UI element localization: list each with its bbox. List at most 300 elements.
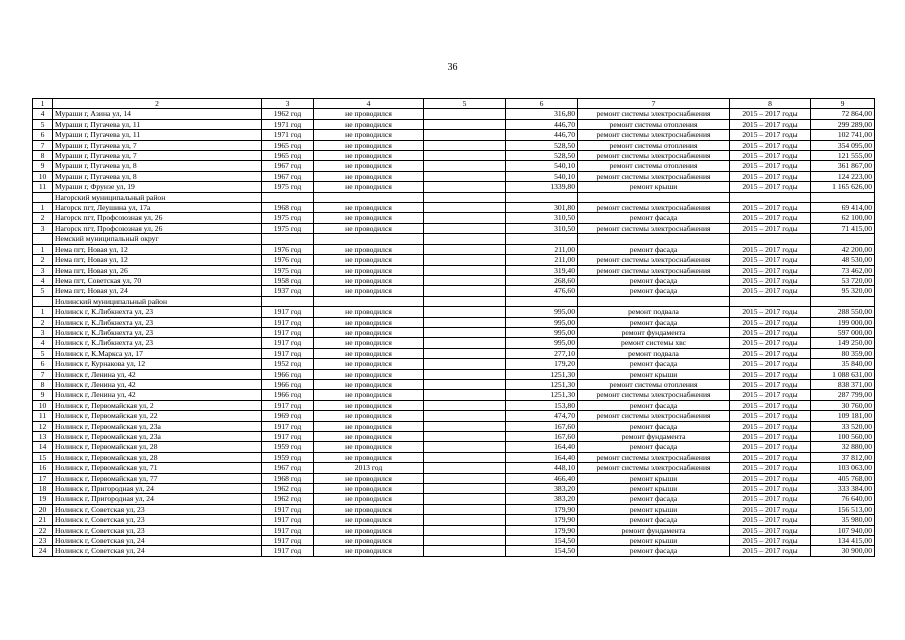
row-number-cell: 2 bbox=[33, 213, 53, 223]
empty-cell bbox=[424, 432, 506, 442]
work-type-cell: ремонт системы электроснабжения bbox=[578, 223, 730, 233]
cost-cell: 32 880,00 bbox=[811, 442, 875, 452]
row-number-cell: 9 bbox=[33, 161, 53, 171]
cost-cell: 72 864,00 bbox=[811, 109, 875, 119]
address-cell: Нолинск г, Первомайская ул, 2 bbox=[53, 400, 262, 410]
area-cell: 154,50 bbox=[506, 536, 578, 546]
address-cell: Нагорск пгт, Профсоюзная ул, 26 bbox=[53, 213, 262, 223]
table-row bbox=[33, 504, 875, 514]
cost-cell: 1 088 631,00 bbox=[811, 369, 875, 379]
row-number-cell: 11 bbox=[33, 411, 53, 421]
cost-cell: 76 640,00 bbox=[811, 494, 875, 504]
address-cell: Мураши г, Азина ул, 14 bbox=[53, 109, 262, 119]
table-row bbox=[33, 463, 875, 473]
last-repair-cell: не проводился bbox=[314, 411, 424, 421]
empty-cell bbox=[424, 119, 506, 129]
work-type-cell: ремонт крыши bbox=[578, 182, 730, 192]
address-cell: Нолинск г, К.Либкнехта ул, 23 bbox=[53, 327, 262, 337]
period-cell: 2015 – 2017 годы bbox=[730, 171, 811, 181]
area-cell: 528,50 bbox=[506, 151, 578, 161]
area-cell: 310,50 bbox=[506, 223, 578, 233]
period-cell: 2015 – 2017 годы bbox=[730, 379, 811, 389]
section-empty-cell bbox=[811, 234, 875, 244]
build-year-cell: 1937 год bbox=[262, 286, 314, 296]
table-row bbox=[33, 411, 875, 421]
empty-cell bbox=[424, 130, 506, 140]
area-cell: 167,60 bbox=[506, 432, 578, 442]
last-repair-cell: не проводился bbox=[314, 369, 424, 379]
cost-cell: 48 530,00 bbox=[811, 255, 875, 265]
last-repair-cell: 2013 год bbox=[314, 463, 424, 473]
table-row bbox=[33, 369, 875, 379]
cost-cell: 80 359,00 bbox=[811, 348, 875, 358]
area-cell: 1339,80 bbox=[506, 182, 578, 192]
build-year-cell: 1959 год bbox=[262, 452, 314, 462]
period-cell: 2015 – 2017 годы bbox=[730, 369, 811, 379]
build-year-cell: 1976 год bbox=[262, 244, 314, 254]
period-cell: 2015 – 2017 годы bbox=[730, 463, 811, 473]
empty-cell bbox=[424, 504, 506, 514]
build-year-cell: 1975 год bbox=[262, 213, 314, 223]
period-cell: 2015 – 2017 годы bbox=[730, 317, 811, 327]
build-year-cell: 1966 год bbox=[262, 369, 314, 379]
empty-cell bbox=[424, 442, 506, 452]
table-row bbox=[33, 255, 875, 265]
build-year-cell: 1965 год bbox=[262, 151, 314, 161]
empty-cell bbox=[424, 338, 506, 348]
work-type-cell: ремонт системы отопления bbox=[578, 140, 730, 150]
last-repair-cell: не проводился bbox=[314, 130, 424, 140]
address-cell: Мураши г, Пугачева ул, 7 bbox=[53, 151, 262, 161]
period-cell: 2015 – 2017 годы bbox=[730, 286, 811, 296]
work-type-cell: ремонт системы хвс bbox=[578, 338, 730, 348]
last-repair-cell: не проводился bbox=[314, 546, 424, 556]
last-repair-cell: не проводился bbox=[314, 255, 424, 265]
work-type-cell: ремонт фасада bbox=[578, 317, 730, 327]
column-number-4: 4 bbox=[314, 99, 424, 109]
empty-cell bbox=[424, 525, 506, 535]
table-row bbox=[33, 161, 875, 171]
work-type-cell: ремонт системы электроснабжения bbox=[578, 463, 730, 473]
build-year-cell: 1969 год bbox=[262, 411, 314, 421]
address-cell: Нолинск г, Советская ул, 24 bbox=[53, 536, 262, 546]
page-number: 36 bbox=[447, 62, 458, 73]
area-cell: 167,60 bbox=[506, 421, 578, 431]
area-cell: 179,20 bbox=[506, 359, 578, 369]
table-row bbox=[33, 494, 875, 504]
period-cell: 2015 – 2017 годы bbox=[730, 151, 811, 161]
last-repair-cell: не проводился bbox=[314, 223, 424, 233]
row-number-cell: 11 bbox=[33, 182, 53, 192]
column-number-9: 9 bbox=[811, 99, 875, 109]
cost-cell: 838 371,00 bbox=[811, 379, 875, 389]
area-cell: 476,60 bbox=[506, 286, 578, 296]
row-number-cell: 7 bbox=[33, 140, 53, 150]
table-row bbox=[33, 265, 875, 275]
address-cell: Нолинск г, К.Либкнехта ул, 23 bbox=[53, 338, 262, 348]
address-cell: Нолинск г, К.Либкнехта ул, 23 bbox=[53, 307, 262, 317]
work-type-cell: ремонт системы электроснабжения bbox=[578, 265, 730, 275]
build-year-cell: 1962 год bbox=[262, 484, 314, 494]
row-number-cell: 21 bbox=[33, 515, 53, 525]
cost-cell: 597 000,00 bbox=[811, 327, 875, 337]
period-cell: 2015 – 2017 годы bbox=[730, 421, 811, 431]
work-type-cell: ремонт системы отопления bbox=[578, 119, 730, 129]
address-cell: Нолинск г, Первомайская ул, 28 bbox=[53, 452, 262, 462]
empty-cell bbox=[424, 244, 506, 254]
build-year-cell: 1917 год bbox=[262, 307, 314, 317]
work-type-cell: ремонт крыши bbox=[578, 536, 730, 546]
row-number-cell: 5 bbox=[33, 119, 53, 129]
table-row bbox=[33, 171, 875, 181]
build-year-cell: 1917 год bbox=[262, 432, 314, 442]
build-year-cell: 1976 год bbox=[262, 255, 314, 265]
section-empty-cell bbox=[424, 192, 506, 202]
empty-cell bbox=[424, 359, 506, 369]
row-number-cell: 4 bbox=[33, 338, 53, 348]
cost-cell: 405 768,00 bbox=[811, 473, 875, 483]
empty-cell bbox=[424, 171, 506, 181]
empty-cell bbox=[424, 255, 506, 265]
build-year-cell: 1962 год bbox=[262, 494, 314, 504]
last-repair-cell: не проводился bbox=[314, 213, 424, 223]
period-cell: 2015 – 2017 годы bbox=[730, 255, 811, 265]
empty-cell bbox=[424, 421, 506, 431]
section-empty-cell bbox=[33, 192, 53, 202]
last-repair-cell: не проводился bbox=[314, 484, 424, 494]
section-empty-cell bbox=[578, 296, 730, 306]
build-year-cell: 1967 год bbox=[262, 161, 314, 171]
address-cell: Нолинск г, Первомайская ул, 22 bbox=[53, 411, 262, 421]
row-number-cell: 3 bbox=[33, 223, 53, 233]
row-number-cell: 4 bbox=[33, 109, 53, 119]
table-row bbox=[33, 525, 875, 535]
empty-cell bbox=[424, 161, 506, 171]
area-cell: 466,40 bbox=[506, 473, 578, 483]
table-row bbox=[33, 140, 875, 150]
address-cell: Нагорск пгт, Профсоюзная ул, 26 bbox=[53, 223, 262, 233]
area-cell: 1251,30 bbox=[506, 369, 578, 379]
area-cell: 540,10 bbox=[506, 171, 578, 181]
address-cell: Нолинск г, Пригородная ул, 24 bbox=[53, 484, 262, 494]
table-row bbox=[33, 390, 875, 400]
table-row bbox=[33, 359, 875, 369]
empty-cell bbox=[424, 515, 506, 525]
cost-cell: 107 940,00 bbox=[811, 525, 875, 535]
area-cell: 277,10 bbox=[506, 348, 578, 358]
area-cell: 301,80 bbox=[506, 203, 578, 213]
build-year-cell: 1958 год bbox=[262, 275, 314, 285]
last-repair-cell: не проводился bbox=[314, 265, 424, 275]
column-number-7: 7 bbox=[578, 99, 730, 109]
last-repair-cell: не проводился bbox=[314, 171, 424, 181]
work-type-cell: ремонт системы электроснабжения bbox=[578, 255, 730, 265]
area-cell: 995,00 bbox=[506, 327, 578, 337]
section-empty-cell bbox=[811, 192, 875, 202]
cost-cell: 299 289,00 bbox=[811, 119, 875, 129]
cost-cell: 42 200,00 bbox=[811, 244, 875, 254]
cost-cell: 35 840,00 bbox=[811, 359, 875, 369]
section-empty-cell bbox=[262, 234, 314, 244]
period-cell: 2015 – 2017 годы bbox=[730, 525, 811, 535]
area-cell: 1251,30 bbox=[506, 390, 578, 400]
table-row bbox=[33, 546, 875, 556]
work-type-cell: ремонт системы электроснабжения bbox=[578, 452, 730, 462]
table-row bbox=[33, 348, 875, 358]
address-cell: Нолинск г, Курнакова ул, 12 bbox=[53, 359, 262, 369]
row-number-cell: 18 bbox=[33, 484, 53, 494]
address-cell: Нолинск г, Первомайская ул, 23а bbox=[53, 421, 262, 431]
work-type-cell: ремонт системы электроснабжения bbox=[578, 151, 730, 161]
period-cell: 2015 – 2017 годы bbox=[730, 442, 811, 452]
district-section-title: Нагорский муниципальный район bbox=[53, 192, 262, 202]
work-type-cell: ремонт подвала bbox=[578, 307, 730, 317]
area-cell: 164,40 bbox=[506, 442, 578, 452]
work-type-cell: ремонт фасада bbox=[578, 244, 730, 254]
build-year-cell: 1967 год bbox=[262, 171, 314, 181]
table-row bbox=[33, 379, 875, 389]
cost-cell: 62 100,00 bbox=[811, 213, 875, 223]
period-cell: 2015 – 2017 годы bbox=[730, 275, 811, 285]
row-number-cell: 4 bbox=[33, 275, 53, 285]
build-year-cell: 1917 год bbox=[262, 327, 314, 337]
column-number-5: 5 bbox=[424, 99, 506, 109]
row-number-cell: 5 bbox=[33, 286, 53, 296]
empty-cell bbox=[424, 151, 506, 161]
area-cell: 474,70 bbox=[506, 411, 578, 421]
cost-cell: 30 760,00 bbox=[811, 400, 875, 410]
period-cell: 2015 – 2017 годы bbox=[730, 504, 811, 514]
period-cell: 2015 – 2017 годы bbox=[730, 119, 811, 129]
column-number-2: 2 bbox=[53, 99, 262, 109]
period-cell: 2015 – 2017 годы bbox=[730, 515, 811, 525]
work-type-cell: ремонт фасада bbox=[578, 494, 730, 504]
empty-cell bbox=[424, 546, 506, 556]
area-cell: 268,60 bbox=[506, 275, 578, 285]
empty-cell bbox=[424, 411, 506, 421]
work-type-cell: ремонт фундамента bbox=[578, 327, 730, 337]
last-repair-cell: не проводился bbox=[314, 140, 424, 150]
period-cell: 2015 – 2017 годы bbox=[730, 338, 811, 348]
address-cell: Нолинск г, К.Либкнехта ул, 23 bbox=[53, 317, 262, 327]
district-section-row bbox=[33, 192, 875, 202]
cost-cell: 333 384,00 bbox=[811, 484, 875, 494]
work-type-cell: ремонт системы электроснабжения bbox=[578, 390, 730, 400]
cost-cell: 1 165 626,00 bbox=[811, 182, 875, 192]
last-repair-cell: не проводился bbox=[314, 151, 424, 161]
address-cell: Нолинск г, Первомайская ул, 28 bbox=[53, 442, 262, 452]
table-row bbox=[33, 244, 875, 254]
empty-cell bbox=[424, 203, 506, 213]
table-row bbox=[33, 432, 875, 442]
row-number-cell: 20 bbox=[33, 504, 53, 514]
district-section-title: Нолинский муниципальный район bbox=[53, 296, 262, 306]
work-type-cell: ремонт фундамента bbox=[578, 432, 730, 442]
last-repair-cell: не проводился bbox=[314, 442, 424, 452]
section-empty-cell bbox=[506, 234, 578, 244]
table-row bbox=[33, 327, 875, 337]
area-cell: 383,20 bbox=[506, 494, 578, 504]
empty-cell bbox=[424, 369, 506, 379]
row-number-cell: 8 bbox=[33, 379, 53, 389]
row-number-cell: 1 bbox=[33, 244, 53, 254]
address-cell: Нолинск г, Пригородная ул, 24 bbox=[53, 494, 262, 504]
period-cell: 2015 – 2017 годы bbox=[730, 546, 811, 556]
period-cell: 2015 – 2017 годы bbox=[730, 452, 811, 462]
row-number-cell: 6 bbox=[33, 359, 53, 369]
last-repair-cell: не проводился bbox=[314, 327, 424, 337]
last-repair-cell: не проводился bbox=[314, 161, 424, 171]
period-cell: 2015 – 2017 годы bbox=[730, 140, 811, 150]
build-year-cell: 1968 год bbox=[262, 473, 314, 483]
cost-cell: 30 900,00 bbox=[811, 546, 875, 556]
period-cell: 2015 – 2017 годы bbox=[730, 494, 811, 504]
period-cell: 2015 – 2017 годы bbox=[730, 536, 811, 546]
table-row bbox=[33, 452, 875, 462]
empty-cell bbox=[424, 317, 506, 327]
build-year-cell: 1917 год bbox=[262, 546, 314, 556]
column-number-3: 3 bbox=[262, 99, 314, 109]
last-repair-cell: не проводился bbox=[314, 244, 424, 254]
row-number-cell: 3 bbox=[33, 265, 53, 275]
area-cell: 153,80 bbox=[506, 400, 578, 410]
work-type-cell: ремонт фасада bbox=[578, 515, 730, 525]
last-repair-cell: не проводился bbox=[314, 109, 424, 119]
district-section-row bbox=[33, 296, 875, 306]
table-row bbox=[33, 421, 875, 431]
area-cell: 310,50 bbox=[506, 213, 578, 223]
period-cell: 2015 – 2017 годы bbox=[730, 130, 811, 140]
empty-cell bbox=[424, 140, 506, 150]
area-cell: 164,40 bbox=[506, 452, 578, 462]
address-cell: Мураши г, Фрунзе ул, 19 bbox=[53, 182, 262, 192]
last-repair-cell: не проводился bbox=[314, 379, 424, 389]
build-year-cell: 1917 год bbox=[262, 504, 314, 514]
period-cell: 2015 – 2017 годы bbox=[730, 213, 811, 223]
build-year-cell: 1962 год bbox=[262, 109, 314, 119]
last-repair-cell: не проводился bbox=[314, 536, 424, 546]
period-cell: 2015 – 2017 годы bbox=[730, 432, 811, 442]
address-cell: Нолинск г, Советская ул, 23 bbox=[53, 504, 262, 514]
section-empty-cell bbox=[730, 234, 811, 244]
column-number-1: 1 bbox=[33, 99, 53, 109]
cost-cell: 121 555,00 bbox=[811, 151, 875, 161]
work-type-cell: ремонт системы электроснабжения bbox=[578, 130, 730, 140]
empty-cell bbox=[424, 109, 506, 119]
table-row bbox=[33, 213, 875, 223]
area-cell: 316,80 bbox=[506, 109, 578, 119]
cost-cell: 149 250,00 bbox=[811, 338, 875, 348]
row-number-cell: 14 bbox=[33, 442, 53, 452]
build-year-cell: 1952 год bbox=[262, 359, 314, 369]
empty-cell bbox=[424, 473, 506, 483]
section-empty-cell bbox=[314, 296, 424, 306]
empty-cell bbox=[424, 307, 506, 317]
empty-cell bbox=[424, 348, 506, 358]
district-section-row bbox=[33, 234, 875, 244]
build-year-cell: 1971 год bbox=[262, 119, 314, 129]
row-number-cell: 23 bbox=[33, 536, 53, 546]
build-year-cell: 1917 год bbox=[262, 348, 314, 358]
last-repair-cell: не проводился bbox=[314, 390, 424, 400]
last-repair-cell: не проводился bbox=[314, 473, 424, 483]
row-number-cell: 2 bbox=[33, 255, 53, 265]
empty-cell bbox=[424, 275, 506, 285]
table-row bbox=[33, 151, 875, 161]
section-empty-cell bbox=[33, 296, 53, 306]
cost-cell: 361 867,00 bbox=[811, 161, 875, 171]
address-cell: Нема пгт, Новая ул, 12 bbox=[53, 244, 262, 254]
last-repair-cell: не проводился bbox=[314, 400, 424, 410]
row-number-cell: 19 bbox=[33, 494, 53, 504]
work-type-cell: ремонт фасада bbox=[578, 400, 730, 410]
build-year-cell: 1917 год bbox=[262, 421, 314, 431]
empty-cell bbox=[424, 213, 506, 223]
build-year-cell: 1975 год bbox=[262, 182, 314, 192]
period-cell: 2015 – 2017 годы bbox=[730, 223, 811, 233]
address-cell: Нема пгт, Новая ул, 26 bbox=[53, 265, 262, 275]
build-year-cell: 1966 год bbox=[262, 379, 314, 389]
section-empty-cell bbox=[578, 234, 730, 244]
area-cell: 319,40 bbox=[506, 265, 578, 275]
table-row bbox=[33, 203, 875, 213]
empty-cell bbox=[424, 182, 506, 192]
section-empty-cell bbox=[314, 192, 424, 202]
cost-cell: 354 095,00 bbox=[811, 140, 875, 150]
cost-cell: 156 513,00 bbox=[811, 504, 875, 514]
period-cell: 2015 – 2017 годы bbox=[730, 307, 811, 317]
build-year-cell: 1975 год bbox=[262, 265, 314, 275]
address-cell: Нолинск г, Советская ул, 24 bbox=[53, 546, 262, 556]
address-cell: Мураши г, Пугачева ул, 11 bbox=[53, 130, 262, 140]
section-empty-cell bbox=[424, 296, 506, 306]
address-cell: Нагорск пгт, Леушина ул, 17а bbox=[53, 203, 262, 213]
section-empty-cell bbox=[811, 296, 875, 306]
build-year-cell: 1959 год bbox=[262, 442, 314, 452]
area-cell: 540,10 bbox=[506, 161, 578, 171]
table-body bbox=[33, 99, 875, 557]
period-cell: 2015 – 2017 годы bbox=[730, 411, 811, 421]
last-repair-cell: не проводился bbox=[314, 275, 424, 285]
period-cell: 2015 – 2017 годы bbox=[730, 484, 811, 494]
period-cell: 2015 – 2017 годы bbox=[730, 390, 811, 400]
last-repair-cell: не проводился bbox=[314, 432, 424, 442]
period-cell: 2015 – 2017 годы bbox=[730, 244, 811, 254]
cost-cell: 95 320,00 bbox=[811, 286, 875, 296]
row-number-cell: 12 bbox=[33, 421, 53, 431]
last-repair-cell: не проводился bbox=[314, 338, 424, 348]
cost-cell: 199 000,00 bbox=[811, 317, 875, 327]
last-repair-cell: не проводился bbox=[314, 317, 424, 327]
build-year-cell: 1966 год bbox=[262, 390, 314, 400]
row-number-cell: 22 bbox=[33, 525, 53, 535]
last-repair-cell: не проводился bbox=[314, 452, 424, 462]
table-row bbox=[33, 286, 875, 296]
row-number-cell: 7 bbox=[33, 369, 53, 379]
section-empty-cell bbox=[506, 296, 578, 306]
build-year-cell: 1917 год bbox=[262, 515, 314, 525]
row-number-cell: 24 bbox=[33, 546, 53, 556]
address-cell: Нолинск г, Советская ул, 23 bbox=[53, 515, 262, 525]
area-cell: 211,00 bbox=[506, 255, 578, 265]
section-empty-cell bbox=[730, 192, 811, 202]
row-number-cell: 16 bbox=[33, 463, 53, 473]
table-row bbox=[33, 473, 875, 483]
address-cell: Мураши г, Пугачева ул, 8 bbox=[53, 171, 262, 181]
area-cell: 446,70 bbox=[506, 119, 578, 129]
last-repair-cell: не проводился bbox=[314, 286, 424, 296]
build-year-cell: 1917 год bbox=[262, 338, 314, 348]
